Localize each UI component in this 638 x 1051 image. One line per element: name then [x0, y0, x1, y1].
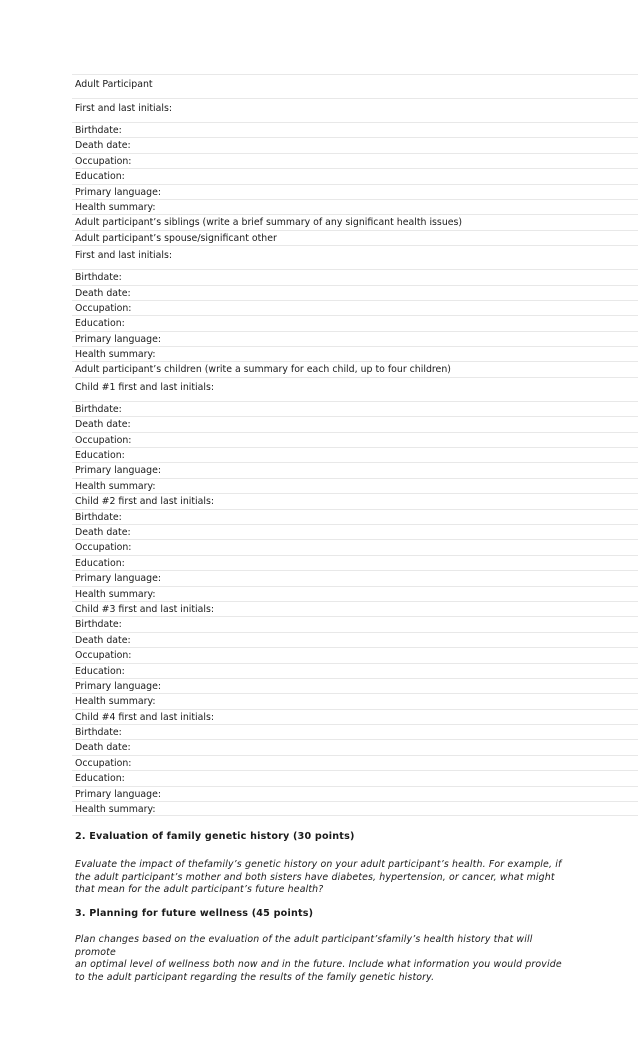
section2-line3: that mean for the adult participant’s future health?	[75, 884, 324, 896]
child4-birthdate-label: Birthdate:	[72, 724, 638, 739]
section3-heading: 3. Planning for future wellness (45 points)	[75, 908, 314, 919]
child1-education-label: Education:	[72, 447, 638, 462]
adult-education-label: Education:	[72, 168, 638, 183]
adult-initials-label: First and last initials:	[72, 98, 638, 122]
child2-initials-label: Child #2 first and last initials:	[72, 493, 638, 508]
child2-primary-language-label: Primary language:	[72, 570, 638, 585]
children-heading: Adult participant’s children (write a summary for each child, up to four children)	[72, 361, 638, 376]
adult-health-summary-label: Health summary:	[72, 199, 638, 214]
section3-line1: Plan changes based on the evaluation of the adult participant’sfamily’s health history that will promote	[75, 934, 533, 958]
spouse-heading: Adult participant’s spouse/significant other	[72, 230, 638, 245]
child4-death-date-label: Death date:	[72, 739, 638, 754]
child2-health-summary-label: Health summary:	[72, 586, 638, 601]
adult-birthdate-label: Birthdate:	[72, 122, 638, 137]
child4-primary-language-label: Primary language:	[72, 786, 638, 801]
section2-line1: Evaluate the impact of thefamily’s genetic history on your adult participant’s health. For example, if	[75, 859, 562, 870]
child3-initials-label: Child #3 first and last initials:	[72, 601, 638, 616]
spouse-primary-language-label: Primary language:	[72, 331, 638, 346]
child4-health-summary-label: Health summary:	[72, 801, 638, 816]
child1-initials-label: Child #1 first and last initials:	[72, 377, 638, 401]
spouse-initials-label: First and last initials:	[72, 245, 638, 269]
child4-occupation-label: Occupation:	[72, 755, 638, 770]
section3-instructions	[75, 934, 575, 984]
child3-occupation-label: Occupation:	[72, 647, 638, 662]
adult-participant-heading: Adult Participant	[72, 74, 638, 98]
child1-occupation-label: Occupation:	[72, 432, 638, 447]
spouse-occupation-label: Occupation:	[72, 300, 638, 315]
adult-primary-language-label: Primary language:	[72, 184, 638, 199]
section3-line3: to the adult participant regarding the results of the family genetic history.	[75, 971, 435, 983]
siblings-heading: Adult participant’s siblings (write a brief summary of any significant health issues)	[72, 214, 638, 229]
child3-education-label: Education:	[72, 663, 638, 678]
child2-birthdate-label: Birthdate:	[72, 509, 638, 524]
child3-death-date-label: Death date:	[72, 632, 638, 647]
adult-occupation-label: Occupation:	[72, 153, 638, 168]
child1-health-summary-label: Health summary:	[72, 478, 638, 493]
child4-initials-label: Child #4 first and last initials:	[72, 709, 638, 724]
section2-line2: the adult participant’s mother and both sisters have diabetes, hypertension, or cancer, what might	[75, 871, 555, 883]
child1-primary-language-label: Primary language:	[72, 462, 638, 477]
child3-health-summary-label: Health summary:	[72, 693, 638, 708]
child2-occupation-label: Occupation:	[72, 539, 638, 554]
child2-education-label: Education:	[72, 555, 638, 570]
child3-primary-language-label: Primary language:	[72, 678, 638, 693]
spouse-health-summary-label: Health summary:	[72, 346, 638, 361]
spouse-birthdate-label: Birthdate:	[72, 269, 638, 284]
child3-birthdate-label: Birthdate:	[72, 616, 638, 631]
family-history-form	[72, 74, 638, 816]
spouse-education-label: Education:	[72, 315, 638, 330]
child1-birthdate-label: Birthdate:	[72, 401, 638, 416]
child4-education-label: Education:	[72, 770, 638, 785]
child1-death-date-label: Death date:	[72, 416, 638, 431]
child2-death-date-label: Death date:	[72, 524, 638, 539]
section3-line2: an optimal level of wellness both now and in the future. Include what information you would provide	[75, 959, 562, 971]
section2-heading: 2. Evaluation of family genetic history (30 points)	[75, 831, 355, 842]
section2-instructions	[75, 859, 575, 897]
adult-death-date-label: Death date:	[72, 137, 638, 152]
spouse-death-date-label: Death date:	[72, 285, 638, 300]
